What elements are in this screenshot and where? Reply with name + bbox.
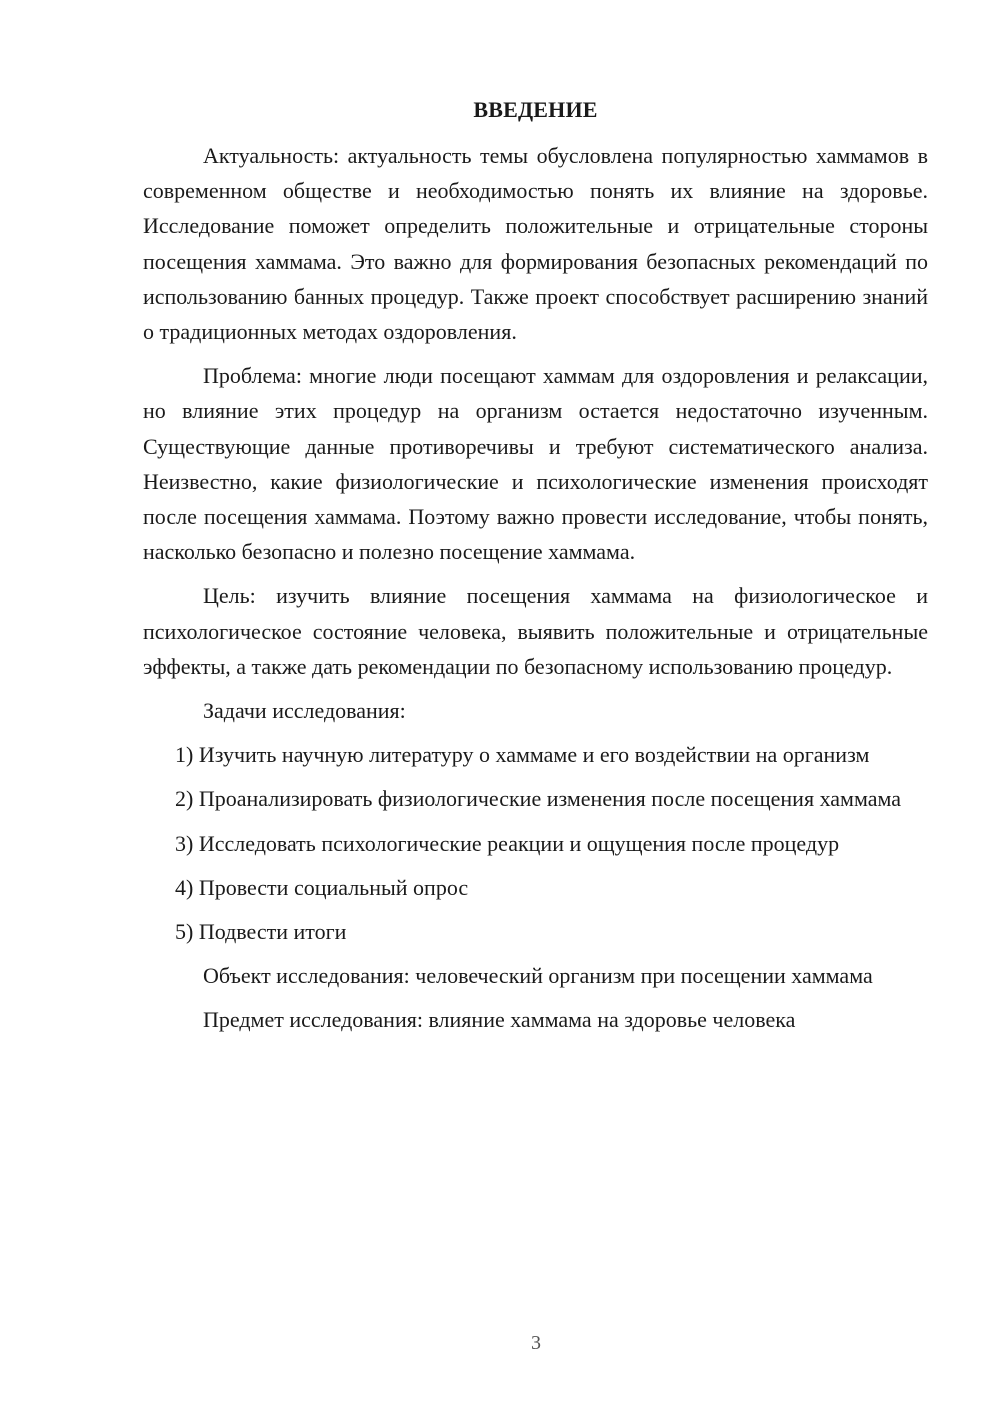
page-number: 3 <box>531 1332 541 1354</box>
task-item: 3) Исследовать психологические реакции и ощущения после процедур <box>175 830 840 856</box>
task-item: 2) Проанализировать физиологические изменения после посещения хаммама <box>175 786 902 812</box>
task-item: 4) Провести социальный опрос <box>175 874 469 900</box>
problem-paragraph: Проблема: многие люди посещают хаммам для оздоровления и релаксации, но влияние этих процедур на организм остается недостаточно изученным. Существующие данные противоречивы и требуют систематического анализа. Неизвестно, какие физиологические и психологические изменения происходят после посещения хаммама. Поэтому важно провести исследование, чтобы понять, насколько безопасно и полезно посещение хаммама. <box>143 363 928 565</box>
task-item: 1) Изучить научную литературу о хаммаме и его воздействии на организм <box>175 742 870 768</box>
subject-paragraph: Предмет исследования: влияние хаммама на здоровье человека <box>203 1007 796 1033</box>
section-heading: ВВЕДЕНИЕ <box>473 97 598 122</box>
relevance-paragraph: Актуальность: актуальность темы обусловлена популярностью хаммамов в современном обществе и необходимостью понять их влияние на здоровье. Исследование поможет определить положительные и отрицательные стороны посещения хаммама. Это важно для формирования безопасных рекомендаций по использованию банных процедур. Также проект способствует расширению знаний о традиционных методах оздоровления. <box>143 143 928 345</box>
page-content <box>143 94 928 1038</box>
tasks-title: Задачи исследования: <box>203 698 406 724</box>
goal-paragraph: Цель: изучить влияние посещения хаммама на физиологическое и психологическое состояние человека, выявить положительные и отрицательные эффекты, а также дать рекомендации по безопасному использованию процедур. <box>143 583 928 679</box>
object-paragraph: Объект исследования: человеческий организм при посещении хаммама <box>203 963 873 989</box>
task-item: 5) Подвести итоги <box>175 919 347 945</box>
